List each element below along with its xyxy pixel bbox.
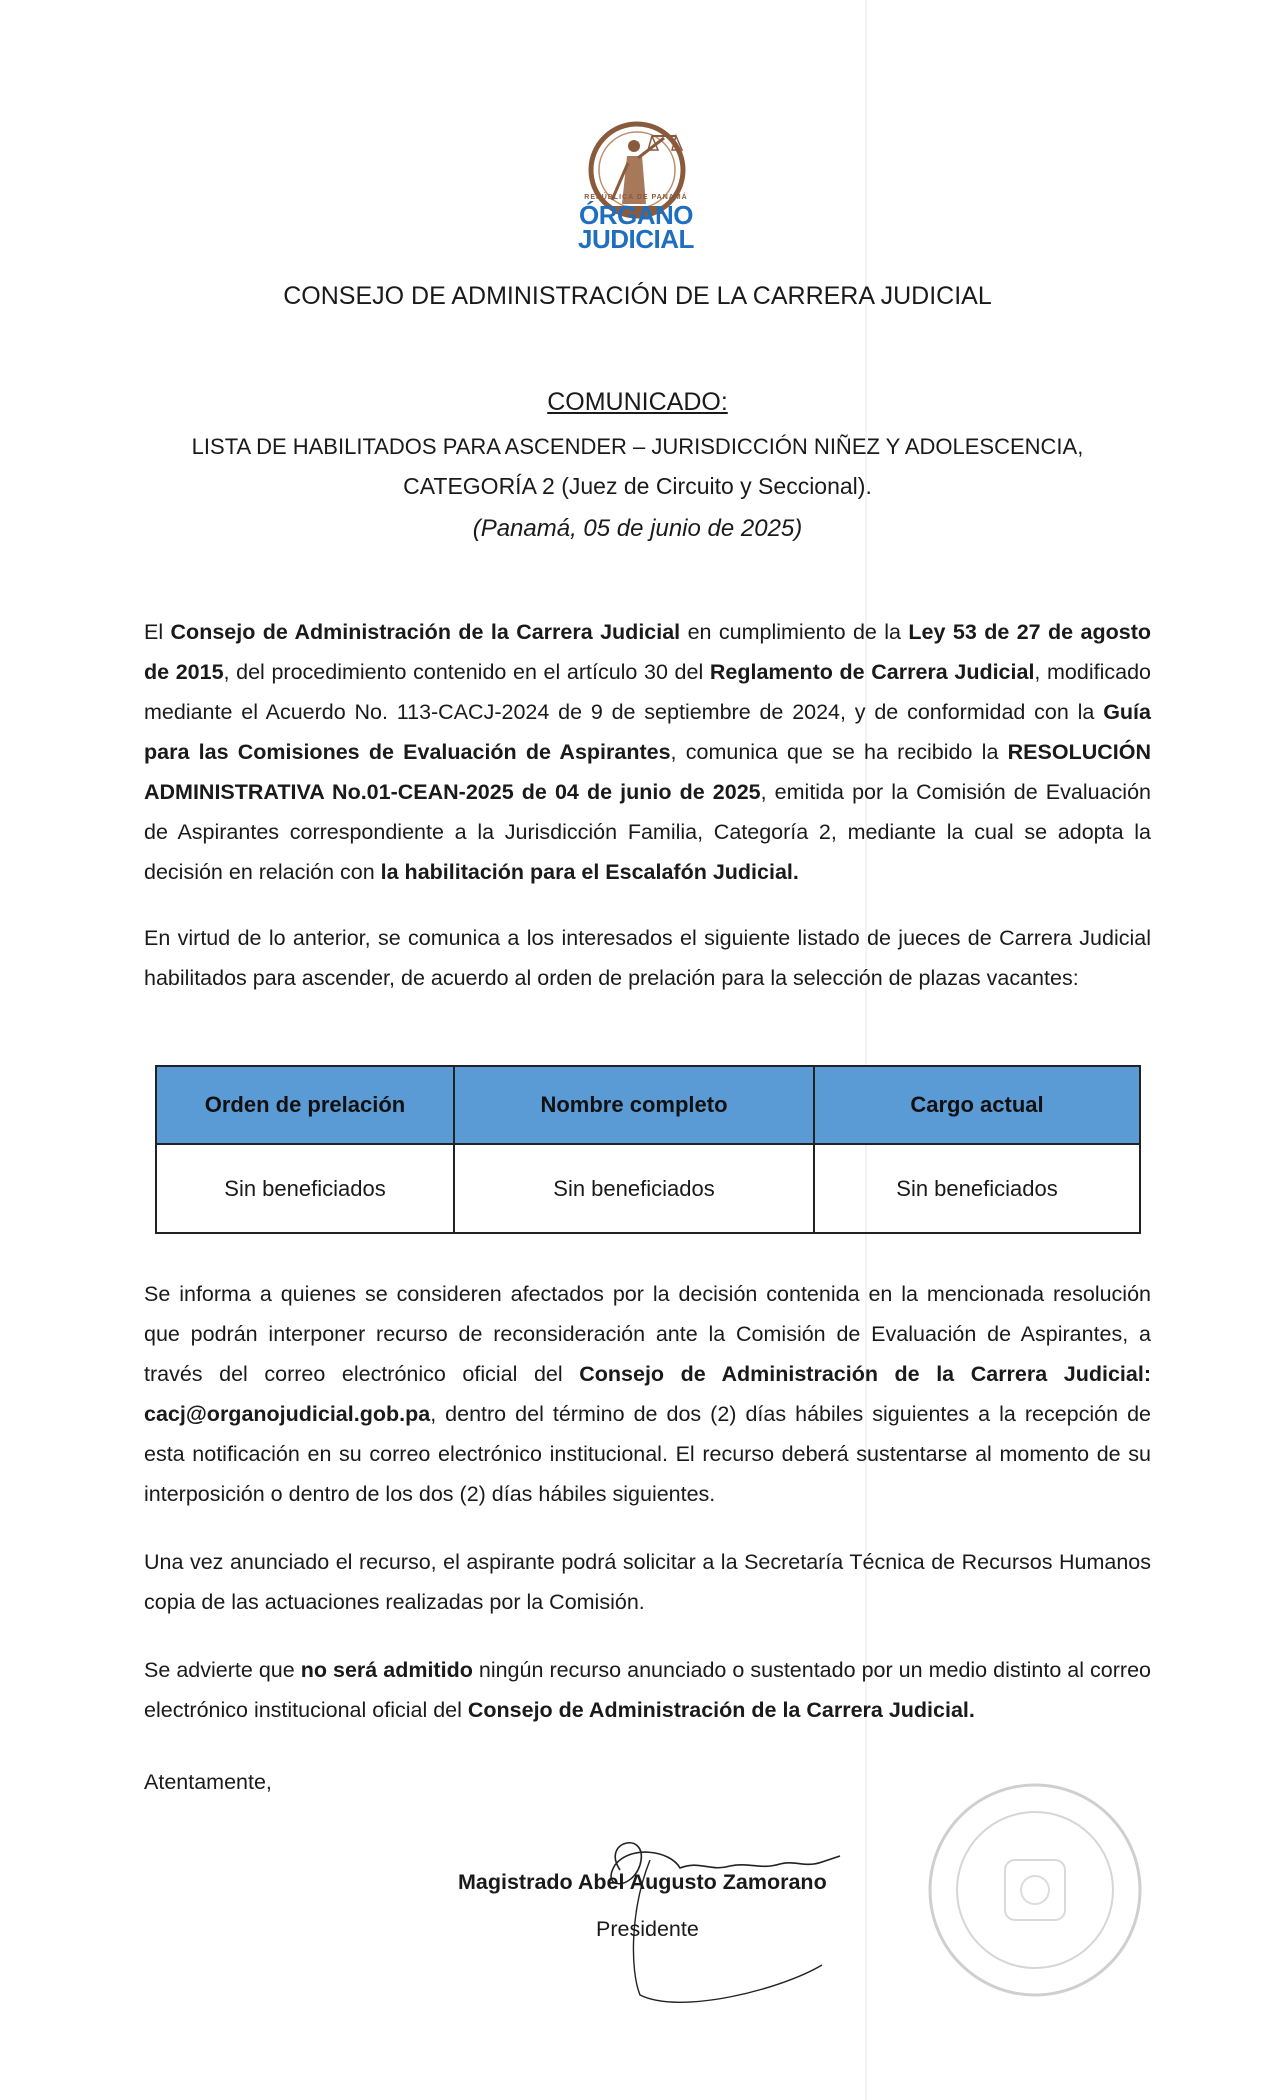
signatory-name: Magistrado Abel Augusto Zamorano (458, 1870, 827, 1894)
table-header-cell: Orden de prelación (156, 1066, 454, 1144)
table-cell: Sin beneficiados (454, 1144, 814, 1233)
logo-republic-text: REPÚBLICA DE PANAMÁ (584, 194, 688, 201)
closing-salutation: Atentamente, (144, 1770, 272, 1794)
communique-title: COMUNICADO: (547, 388, 728, 416)
communique-subtitle-line2: CATEGORÍA 2 (Juez de Circuito y Seccional). (403, 473, 872, 499)
communique-subtitle-line1: LISTA DE HABILITADOS PARA ASCENDER – JURISDICCIÓN NIÑEZ Y ADOLESCENCIA, (191, 434, 1084, 459)
logo-judicial-text: JUDICIAL (578, 224, 694, 254)
paragraph-copy-request: Una vez anunciado el recurso, el aspirante podrá solicitar a la Secretaría Técnica de Recursos Humanos copia de las actuaciones realizadas por la Comisión. (144, 1550, 1151, 1614)
table-header-cell: Nombre completo (454, 1066, 814, 1144)
signatory-role: Presidente (596, 1917, 699, 1941)
paragraph-warning: Se advierte que no será admitido ningún recurso anunciado o sustentado por un medio distinto al correo electrónico institucional oficial del Consejo de Administración de la Carrera Judicial. (144, 1658, 1151, 1722)
table-cell: Sin beneficiados (156, 1144, 454, 1233)
page-header-title: CONSEJO DE ADMINISTRACIÓN DE LA CARRERA JUDICIAL (283, 282, 992, 310)
paragraph-reconsideration: Se informa a quienes se consideren afectados por la decisión contenida en la mencionada resolución que podrán interponer recurso de reconsideración ante la Comisión de Evaluación de Aspirantes, a través del correo electrónico oficial del Consejo de Administración de la Carrera Judicial: cacj@organojudicial.gob.pa, dentro del término de dos (2) días hábiles siguientes a la recepción de esta notificación en su correo electrónico institucional. El recurso deberá sustentarse al momento de su interposición o dentro de los dos (2) días hábiles siguientes. (144, 1282, 1151, 1506)
handwritten-signature (560, 1820, 860, 2010)
official-seal-stamp (915, 1775, 1155, 2005)
paragraph-listing-intro: En virtud de lo anterior, se comunica a los interesados el siguiente listado de jueces de Carrera Judicial habilitados para ascender, de acuerdo al orden de prelación para la selección de plazas vacantes: (144, 926, 1151, 990)
logo-organo-text: ÓRGANO (579, 200, 693, 230)
table-cell: Sin beneficiados (814, 1144, 1140, 1233)
table-header-cell: Cargo actual (814, 1066, 1140, 1144)
habilitados-table (155, 1065, 1141, 1234)
communique-date: (Panamá, 05 de junio de 2025) (472, 515, 803, 542)
paragraph-intro: El Consejo de Administración de la Carrera Judicial en cumplimiento de la Ley 53 de 27 de agosto de 2015, del procedimiento contenido en el artículo 30 del Reglamento de Carrera Judicial, modificado mediante el Acuerdo No. 113-CACJ-2024 de 9 de septiembre de 2024, y de conformidad con la Guía para las Comisiones de Evaluación de Aspirantes, comunica que se ha recibido la RESOLUCIÓN ADMINISTRATIVA No.01-CEAN-2025 de 04 de junio de 2025, emitida por la Comisión de Evaluación de Aspirantes correspondiente a la Jurisdicción Familia, Categoría 2, mediante la cual se adopta la decisión en relación con la habilitación para el Escalafón Judicial. (144, 620, 1151, 884)
table-header-row (156, 1066, 1140, 1144)
table-row (156, 1144, 1140, 1233)
